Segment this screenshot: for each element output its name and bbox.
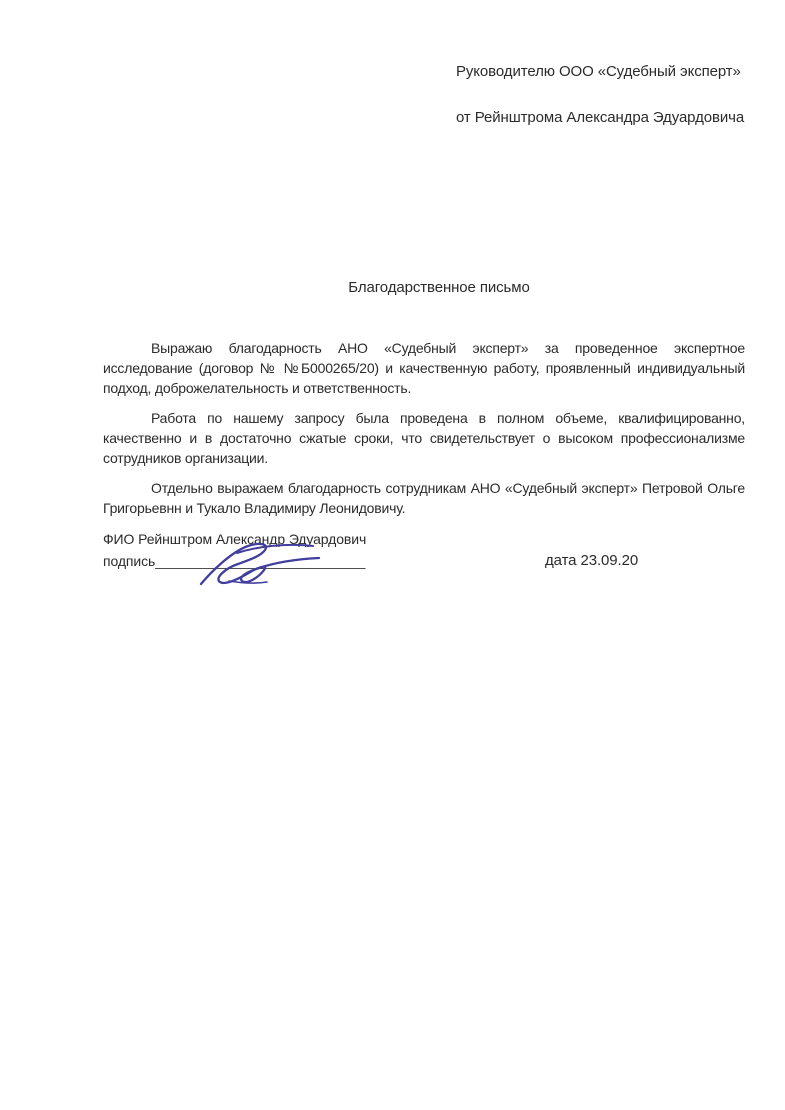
paragraph-staff-thanks: Отдельно выражаем благодарность сотрудникам АНО «Судебный эксперт» Петровой Ольге Григорьевнн и Тукало Владимиру Леонидовичу. — [103, 480, 745, 516]
paragraph-gratitude: Выражаю благодарность АНО «Судебный эксперт» за проведенное экспертное исследование (договор № №Б000265/20) и качественную работу, проявленный индивидуальный подход, доброжелательность и ответственность. — [103, 340, 745, 396]
signature-line: ___________________________ — [155, 553, 366, 569]
letter-body — [103, 338, 745, 572]
signature-row — [103, 550, 745, 572]
signature-stroke-cross — [229, 581, 267, 583]
recipient-line: Руководителю ООО «Судебный эксперт» — [456, 63, 741, 80]
signature-block — [103, 528, 745, 572]
recipient-block — [456, 62, 744, 128]
date-value: дата 23.09.20 — [545, 552, 639, 569]
fio-line: ФИО Рейнштром Александр Эдуардович — [103, 531, 367, 547]
paragraph-work-quality: Работа по нашему запросу была проведена в полном объеме, квалифицированно, качественно и в достаточно сжатые сроки, что свидетельствует о высоком профессионализме сотрудников организации. — [103, 410, 745, 466]
letter-title: Благодарственное письмо — [348, 279, 530, 296]
sender-line: от Рейнштрома Александра Эдуардовича — [456, 109, 745, 126]
signature-label: подпись — [103, 553, 156, 569]
